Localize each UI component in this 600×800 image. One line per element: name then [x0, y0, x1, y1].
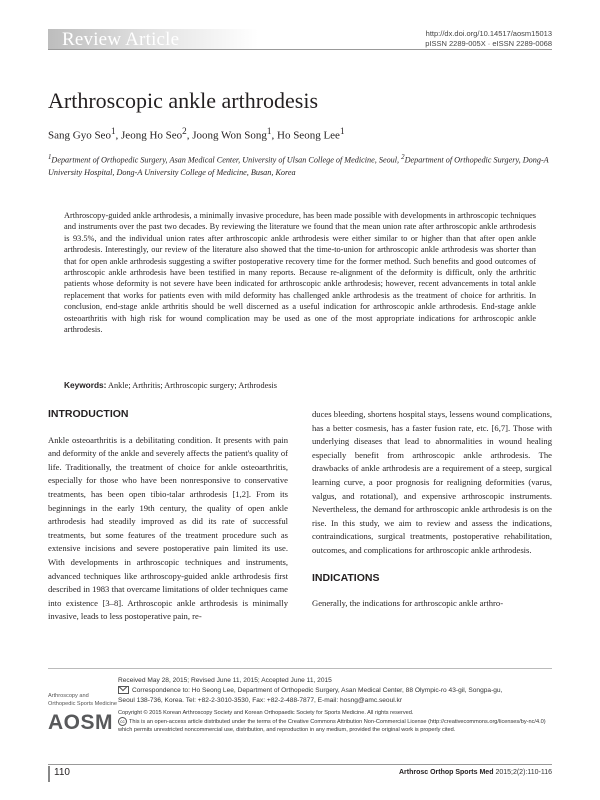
affiliations [48, 152, 552, 179]
doi-block [425, 29, 552, 49]
abstract: Arthroscopy-guided ankle arthrodesis, a minimally invasive procedure, has been made possible with developments in arthroscopic techniques and instruments over the past two decades. By reviewing the literature we found that the mean union rate after arthroscopic ankle arthrodesis is 93.5%, and the individual union rates after arthroscopic ankle arthrodesis were either similar to or higher than that after open ankle arthrodesis. Interestingly, our review of the literature also showed that the time-to-union for arthroscopic ankle arthrodesis was shorter than that for open ankle arthrodesis suggesting a swifter postoperative recovery time for the former method. Such benefits and good outcomes of arthroscopic ankle arthrodesis have been testified in many reports. Because re-alignment of the deformity is difficult, only the arthritic patients whose deformity is not severe have been indicated for arthroscopic ankle arthrodesis; however, recent advancements in total ankle replacement that works for patients even with mild deformity has challenged ankle arthrodesis as the treatment of choice for arthritis. In conclusion, end-stage ankle arthritis should be well discerned as a useful indication for arthroscopic ankle arthrodesis. End-stage ankle osteoarthritis with high risk for wound complication may be used as one of the most appropriate indications for arthroscopic ankle arthrodesis. [64, 211, 536, 335]
dates: Received May 28, 2015; Revised June 11, 2015; Accepted June 11, 2015 [118, 677, 332, 684]
article-title: Arthroscopic ankle arthrodesis [48, 88, 319, 113]
author-sup: 1 [266, 126, 272, 136]
indications-heading: INDICATIONS [312, 571, 380, 584]
affil-sup: 2 [401, 154, 405, 161]
journal-logo-caption: Arthroscopy and Orthopedic Sports Medicine [48, 693, 118, 707]
author-name: Ho Seong Lee [277, 129, 340, 142]
journal-reference: 2015;2(2):110-116 [495, 769, 552, 776]
introduction-text: Ankle osteoarthritis is a debilitating condition. It presents with pain and deformity of the ankle and severely affects the patient's quality of life. Traditionally, the treatment of choice for ankle osteoarthritis, especially for those who have been nonresponsive to conservative treatments, has been open tibio-talar arthrodesis [1,2]. From its beginnings in the early 19th century, the quality of open ankle arthrodesis had steadily improved as did its rate of successful treatments, but some features of the treatment procedure such as extensive incisions and severe postoperative pain limited its use. With developments in arthroscopic techniques and instruments, advanced techniques like arthroscopy-guided ankle arthrodesis first described in 1983 that overcame limitations of older techniques came into existence [3–8]. Arthroscopic ankle arthrodesis is minimally invasive, leads to less postoperative pain, re- [48, 434, 288, 622]
article-footer [118, 676, 552, 734]
indications-text: Generally, the indications for arthroscopic ankle arthro- [312, 598, 504, 609]
author-sup: 2 [182, 126, 187, 136]
column-right [312, 408, 552, 611]
correspondence: Correspondence to: Ho Seong Lee, Department of Orthopedic Surgery, Asan Medical Center, 88 Olympic-ro 43-gil, Songpa-gu, [118, 686, 552, 696]
mail-icon [118, 686, 129, 694]
journal-citation [399, 769, 552, 776]
author-name: Sang Gyo Seo [48, 129, 111, 142]
author-name: Joong Won Song [192, 129, 267, 142]
journal-name: Arthrosc Orthop Sports Med [398, 769, 494, 776]
journal-logo: AOSM [48, 711, 113, 734]
author-list: Sang Gyo Seo$^1$, Jeong Ho Seo$^2$, Joong Won Song$^1$, Ho Seong Lee$^1$ [48, 126, 345, 142]
keywords-list: Ankle; Arthritis; Arthroscopic surgery; Arthrodesis [108, 381, 278, 390]
author-sup: 1 [110, 126, 116, 136]
affil-text: Department of Orthopedic Surgery, Asan Medical Center, University of Ulsan College of Medicine, Seoul, [51, 155, 402, 165]
affil-text: Department of Orthopedic Surgery, Dong-A University Hospital, Dong-A University College of Medicine, Busan, Korea [48, 155, 549, 177]
introduction-heading: INTRODUCTION [48, 408, 129, 420]
footer-rule [48, 668, 552, 669]
column-left [48, 408, 288, 624]
open-access-icon: cc [118, 717, 127, 726]
license: cc This is an open-access article distributed under the terms of the Creative Commons Attribution Non-Commercial License (http://creativecommons.org/licenses/by-nc/4.0) which permits unrestricted noncommercial use, distribution, and reproduction in any medium, provided the original work is properly cited. [118, 718, 546, 733]
page-footer-tick [48, 766, 50, 782]
author-sup: 1 [339, 126, 345, 136]
introduction-continued: duces bleeding, shortens hospital stays, lessens wound complications, has a better cosmesis, has a faster fusion rate, etc. [6,7]. Those with underlying diseases that lead to abnormalities in wound healing especially benefit from arthroscopic ankle arthrodesis. The drawbacks of ankle arthrodesis are a requirement of a steep, surgical learning curve, a poor prognosis for realigning deformities (varus, valgus, and rotational), and expensive arthroscopic instruments. Nevertheless, the demand for arthroscopic ankle arthrodesis is on the rise. In this study, we aim to review and assess the indications, contraindications, surgical treatments, postoperative rehabilitation, outcomes, and complications for arthroscopic ankle arthrodesis. [312, 409, 552, 555]
copyright: Copyright © 2015 Korean Arthroscopy Society and Korean Orthopaedic Society for Sports Medicine. All rights reserved. [118, 710, 414, 716]
correspondence-address: Seoul 138-736, Korea. Tel: +82-2-3010-3530, Fax: +82-2-488-7877, E-mail: hosng@amc.seoul.kr [118, 697, 403, 704]
page-number: 110 [54, 767, 70, 778]
keywords [64, 380, 277, 390]
affil-sup: 1 [48, 154, 52, 161]
issn: pISSN 2289-005X · eISSN 2289-0068 [425, 39, 552, 48]
section-label: Review Article [62, 29, 180, 50]
author-name: Jeong Ho Seo [121, 129, 183, 142]
page-footer-rule [48, 764, 552, 765]
keywords-label: Keywords: [64, 380, 107, 390]
doi-link[interactable]: http://dx.doi.org/10.14517/aosm15013 [425, 29, 552, 38]
